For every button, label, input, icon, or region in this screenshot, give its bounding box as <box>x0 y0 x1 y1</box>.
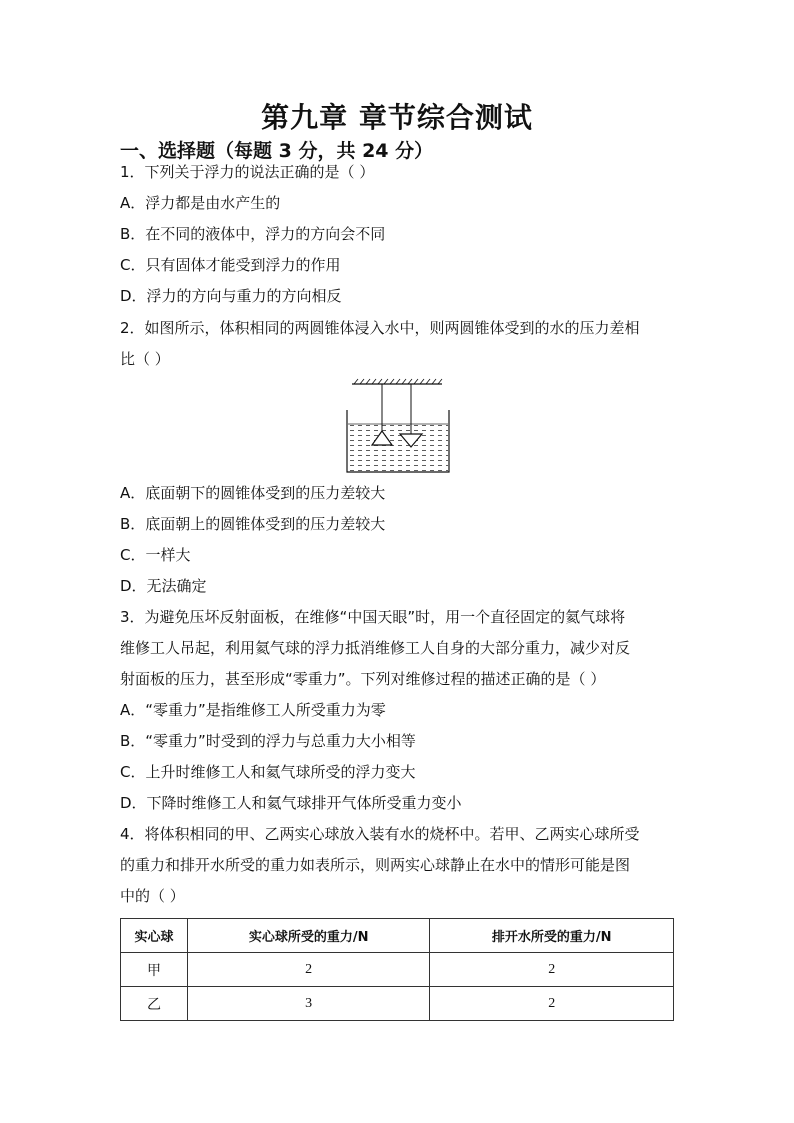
question-3-option-b: B．“零重力”时受到的浮力与总重力大小相等 <box>120 732 416 750</box>
question-2-stem-line-1: 2．如图所示，体积相同的两圆锥体浸入水中，则两圆锥体受到的水的压力差相 <box>120 319 640 337</box>
page-title: 第九章 章节综合测试 <box>261 101 533 134</box>
table-header-cell: 实心球所受的重力/N <box>187 919 430 953</box>
cones-in-water-figure <box>342 378 452 474</box>
question-3-stem-line-1: 3．为避免压坏反射面板，在维修“中国天眼”时，用一个直径固定的氦气球将 <box>120 608 626 626</box>
question-1-option-b: B．在不同的液体中，浮力的方向会不同 <box>120 225 386 243</box>
question-4-stem-line-1: 4．将体积相同的甲、乙两实心球放入装有水的烧杯中。若甲、乙两实心球所受 <box>120 825 640 843</box>
question-1-option-a: A．浮力都是由水产生的 <box>120 194 281 212</box>
table-header-cell: 排开水所受的重力/N <box>430 919 674 953</box>
table-header-cell: 实心球 <box>121 919 188 953</box>
question-2-option-b: B．底面朝上的圆锥体受到的压力差较大 <box>120 515 386 533</box>
question-1-option-c: C．只有固体才能受到浮力的作用 <box>120 256 341 274</box>
question-1-option-d: D．浮力的方向与重力的方向相反 <box>120 287 342 305</box>
question-3-option-a: A．“零重力”是指维修工人所受重力为零 <box>120 701 386 719</box>
question-2-option-c: C．一样大 <box>120 546 191 564</box>
question-2-option-d: D．无法确定 <box>120 577 207 595</box>
weight-table <box>120 918 674 1021</box>
question-3-stem-line-3: 射面板的压力，甚至形成“零重力”。下列对维修过程的描述正确的是（ ） <box>120 670 606 688</box>
question-3-option-c: C．上升时维修工人和氦气球所受的浮力变大 <box>120 763 416 781</box>
table-row <box>121 953 674 987</box>
question-4-stem-line-3: 中的（ ） <box>120 887 185 905</box>
question-1-stem: 1．下列关于浮力的说法正确的是（ ） <box>120 163 375 181</box>
table-cell: 甲 <box>121 953 188 987</box>
ceiling-support <box>352 379 442 384</box>
question-3-stem-line-2: 维修工人吊起，利用氦气球的浮力抵消维修工人自身的大部分重力，减少对反 <box>120 639 631 657</box>
table-cell: 乙 <box>121 987 188 1021</box>
table-header-row <box>121 919 674 953</box>
section-heading: 一、选择题（每题 3 分，共 24 分） <box>120 140 434 162</box>
question-2-stem-line-2: 比（ ） <box>120 350 170 368</box>
table-cell: 2 <box>430 987 674 1021</box>
table-row <box>121 987 674 1021</box>
question-4-stem-line-2: 的重力和排开水所受的重力如表所示，则两实心球静止在水中的情形可能是图 <box>120 856 631 874</box>
table-cell: 3 <box>187 987 430 1021</box>
table-cell: 2 <box>187 953 430 987</box>
water <box>348 424 448 471</box>
question-2-option-a: A．底面朝下的圆锥体受到的压力差较大 <box>120 484 386 502</box>
table-cell: 2 <box>430 953 674 987</box>
question-3-option-d: D．下降时维修工人和氦气球排开气体所受重力变小 <box>120 794 462 812</box>
